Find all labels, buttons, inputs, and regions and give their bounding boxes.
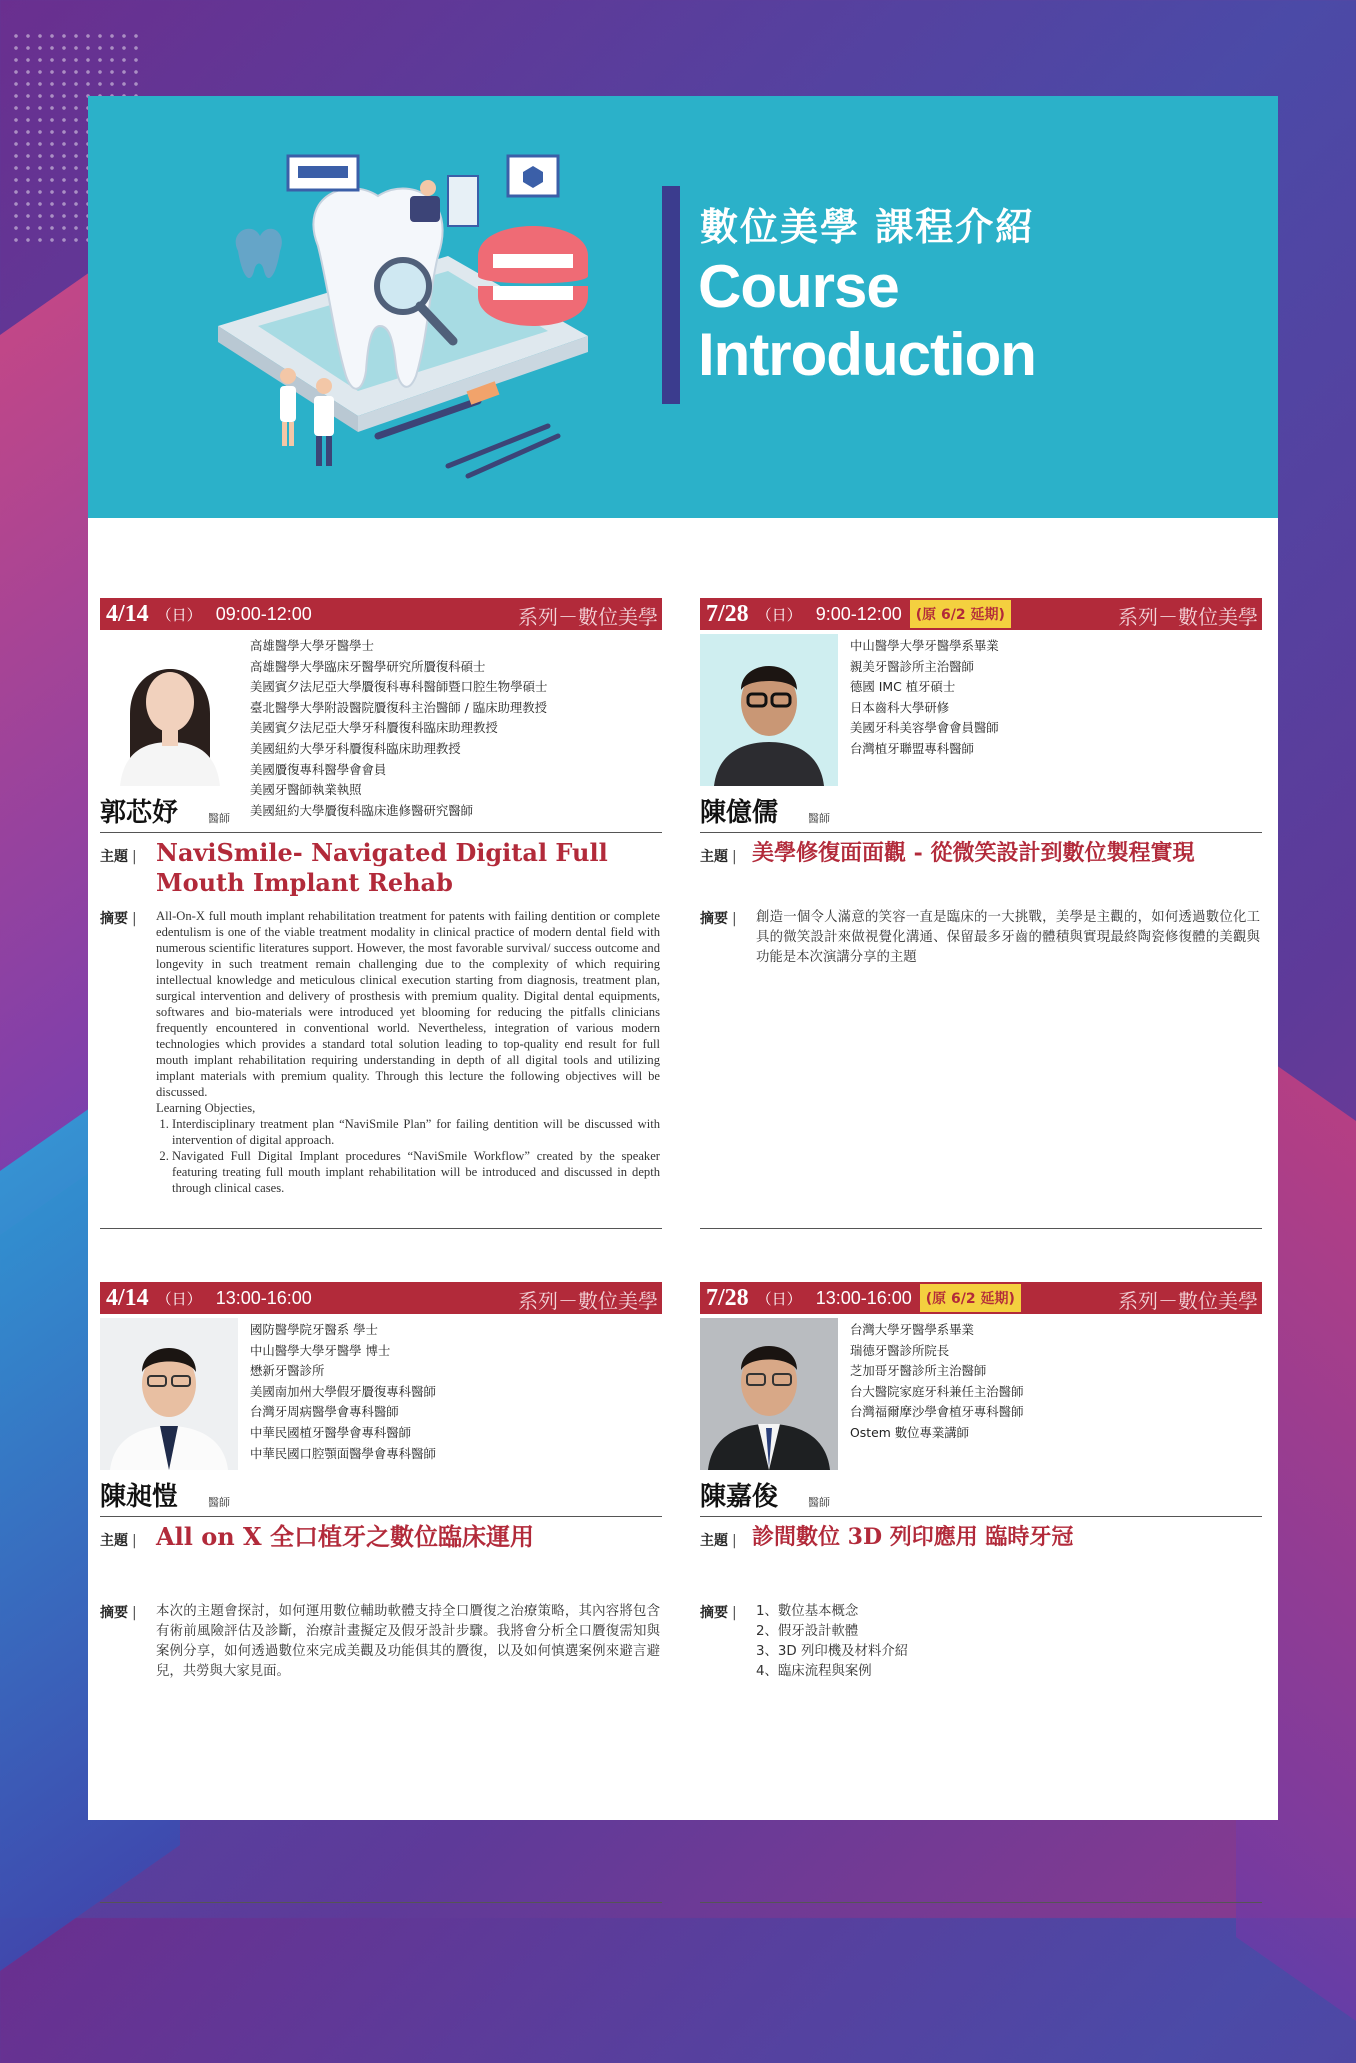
- topic-label: 主題 |: [100, 1533, 137, 1549]
- course-topic: 診間數位 3D 列印應用 臨時牙冠: [752, 1524, 1074, 1550]
- abstract-item: 1、數位基本概念: [756, 1604, 859, 1619]
- objectives-list: [156, 1116, 660, 1196]
- topic-label-text: 主題: [700, 849, 728, 865]
- course-weekday: （日）: [156, 605, 202, 624]
- speaker-credentials: [850, 636, 999, 760]
- course-card-2: [700, 598, 1262, 965]
- credential-line: 瑞德牙醫診所院長: [850, 1342, 950, 1358]
- topic-label: 主題 |: [700, 849, 737, 865]
- course-header: [700, 598, 1262, 630]
- abstract-label: 摘要 |: [700, 911, 737, 927]
- divider: [100, 1228, 662, 1229]
- speaker-photo: [700, 1318, 838, 1470]
- speaker-name: 陳嘉俊: [700, 1482, 779, 1512]
- page-title-zh: 數位美學 課程介紹: [700, 205, 1036, 249]
- divider: [100, 832, 662, 833]
- speaker-credentials: [250, 636, 547, 821]
- course-date: 4/14: [106, 1284, 149, 1311]
- course-header: [100, 1282, 662, 1314]
- credential-line: 美國牙科美容學會會員醫師: [850, 720, 999, 736]
- credential-line: 中華民國植牙醫學會專科醫師: [250, 1424, 412, 1440]
- topic-label: 主題 |: [100, 849, 137, 865]
- credential-line: 美國贗復專科醫學會會員: [250, 761, 387, 777]
- delay-badge: (原 6/2 延期): [910, 600, 1011, 628]
- credential-line: 台灣福爾摩沙學會植牙專科醫師: [850, 1404, 1024, 1420]
- credential-line: 德國 IMC 植牙碩士: [850, 679, 956, 695]
- credential-line: 美國紐約大學牙科贗復科臨床助理教授: [250, 740, 461, 756]
- divider: [700, 1902, 1262, 1903]
- topic-label: 主題 |: [700, 1533, 737, 1549]
- credential-line: 臺北醫學大學附設醫院贗復科主治醫師 / 臨床助理教授: [250, 699, 548, 715]
- dental-clinic-illustration: [148, 136, 668, 496]
- course-time: 13:00-16:00: [215, 1287, 312, 1308]
- credential-line: 中華民國口腔顎面醫學會專科醫師: [250, 1445, 436, 1461]
- credential-line: 美國牙醫師執業執照: [250, 782, 362, 798]
- abstract-label: 摘要 |: [100, 911, 137, 927]
- objective-item: 2. Navigated Full Digital Implant procedures “NaviSmile Workflow” created by the speaker featuring treating full mouth implant rehabilitation will be introduced and discussed in depth through clinical cases.: [172, 1148, 660, 1196]
- course-weekday: （日）: [156, 1289, 202, 1308]
- course-date: 7/28: [706, 1284, 749, 1311]
- speaker-title: 醫師: [808, 812, 830, 825]
- credential-line: 台灣植牙聯盟專科醫師: [850, 740, 974, 756]
- abstract-label-text: 摘要: [100, 911, 128, 927]
- credential-line: 懋新牙醫診所: [250, 1363, 325, 1379]
- divider: [100, 1902, 662, 1903]
- abstract-item: 4、臨床流程與案例: [756, 1664, 872, 1679]
- course-time: 13:00-16:00: [815, 1287, 912, 1308]
- abstract-text: All-On-X full mouth implant rehabilitation treatment for patents with failing dentition or complete edentulism is one of the viable treatment modality in clinical practice of modern dental field with numerous scientific literatures support. However, the most favorable survival/ success outcome and longevity in such treatment remain challenging due to the complexity of which requiring intellectual knowledge and meticulous clinical execution starting from diagnosis, treatment plan, surgical intervention and delivery of prosthesis with premium quality. Digital dental equipments, softwares and bio-materials were introduced yet blooming for reducing the pitfalls clinicians frequently encountered in conventional world. Nevertheless, integration of various modern technologies which provides a standard total solution leading to top-quality end result for full mouth implant rehabilitation requiring understanding in depth of all digital tools and utilizing implant materials with premium quality. Through this lecture the following objectives will be discussed.: [156, 909, 660, 1099]
- credential-line: 高雄醫學大學臨床牙醫學研究所贗復科碩士: [250, 658, 486, 674]
- delay-badge: (原 6/2 延期): [920, 1284, 1021, 1312]
- abstract-item: 2、假牙設計軟體: [756, 1624, 859, 1639]
- speaker-photo: [100, 634, 238, 786]
- topic-label-text: 主題: [700, 1533, 728, 1549]
- credential-line: 美國賓夕法尼亞大學牙科贗復科臨床助理教授: [250, 720, 498, 736]
- speaker-credentials: [850, 1320, 1023, 1444]
- abstract-label-text: 摘要: [700, 911, 728, 927]
- credential-line: 國防醫學院牙醫系 學士: [250, 1322, 378, 1337]
- course-time: 9:00-12:00: [815, 603, 902, 624]
- speaker-title: 醫師: [808, 1496, 830, 1509]
- credential-line: 台大醫院家庭牙科兼任主治醫師: [850, 1383, 1024, 1399]
- course-series: 系列－數位美學: [518, 1289, 658, 1313]
- course-card-1: [100, 598, 662, 1195]
- credential-line: 台灣牙周病醫學會專科醫師: [250, 1404, 399, 1420]
- abstract-item: 3、3D 列印機及材料介紹: [756, 1644, 909, 1659]
- divider: [700, 1228, 1262, 1229]
- divider: [700, 1516, 1262, 1517]
- course-abstract: 創造一個令人滿意的笑容一直是臨床的一大挑戰，美學是主觀的，如何透過數位化工具的微笑設計來做視覺化溝通、保留最多牙齒的體積與實現最終陶瓷修復體的美觀與功能是本次演講分享的主題: [756, 910, 1260, 965]
- credential-line: Ostem 數位專業講師: [850, 1424, 970, 1440]
- speaker-title: 醫師: [208, 1496, 230, 1509]
- page-title-en-line1: Course: [698, 253, 899, 320]
- course-card-3: [100, 1282, 662, 1679]
- hero-banner: [88, 96, 1278, 518]
- course-date: 7/28: [706, 600, 749, 627]
- course-series: 系列－數位美學: [1118, 605, 1258, 629]
- course-header: [700, 1282, 1262, 1314]
- topic-label-text: 主題: [100, 849, 128, 865]
- abstract-label-text: 摘要: [100, 1605, 128, 1621]
- credential-line: 美國紐約大學贗復科臨床進修醫研究醫師: [250, 802, 474, 818]
- abstract-label-text: 摘要: [700, 1605, 728, 1621]
- course-topic: 美學修復面面觀 - 從微笑設計到數位製程實現: [752, 840, 1195, 866]
- course-topic: NaviSmile- Navigated Digital Full Mouth Implant Rehab: [156, 838, 608, 897]
- speaker-photo: [100, 1318, 238, 1470]
- course-weekday: （日）: [756, 1289, 802, 1308]
- credential-line: 親美牙醫診所主治醫師: [850, 658, 974, 674]
- title-accent-bar: [662, 186, 680, 404]
- credential-line: 高雄醫學大學牙醫學士: [250, 638, 374, 653]
- course-series: 系列－數位美學: [518, 605, 658, 629]
- page-title-en-line2: Introduction: [698, 321, 1036, 388]
- objective-item: 1. Interdisciplinary treatment plan “NaviSmile Plan” for failing dentition will be discussed with intervention of digital approach.: [172, 1116, 660, 1148]
- speaker-credentials: [250, 1320, 436, 1464]
- credential-line: 台灣大學牙醫學系畢業: [850, 1322, 974, 1337]
- flyer-sheet: [88, 96, 1278, 1820]
- credential-line: 美國賓夕法尼亞大學贗復科專科醫師暨口腔生物學碩士: [250, 679, 548, 695]
- speaker-name: 陳昶愷: [100, 1482, 179, 1512]
- speaker-photo: [700, 634, 838, 786]
- speaker-name: 陳億儒: [700, 798, 779, 828]
- credential-line: 芝加哥牙醫診所主治醫師: [850, 1363, 987, 1379]
- course-abstract: 本次的主題會探討，如何運用數位輔助軟體支持全口贗復之治療策略，其內容將包含有術前風險評估及診斷，治療計畫擬定及假牙設計步驟。我將會分析全口贗復需知與案例分享，如何透過數位來完成美觀及功能俱其的贗復，以及如何慎選案例來避言避兒，共勞與大家見面。: [156, 1604, 660, 1679]
- course-date: 4/14: [106, 600, 149, 627]
- credential-line: 中山醫學大學牙醫學系畢業: [850, 638, 999, 653]
- speaker-title: 醫師: [208, 812, 230, 825]
- divider: [100, 1516, 662, 1517]
- objectives-heading: Learning Objecties,: [156, 1101, 256, 1115]
- course-time: 09:00-12:00: [215, 603, 312, 624]
- speaker-name: 郭芯妤: [100, 798, 179, 828]
- credential-line: 中山醫學大學牙醫學 博士: [250, 1342, 391, 1358]
- divider: [700, 832, 1262, 833]
- course-series: 系列－數位美學: [1118, 1289, 1258, 1313]
- topic-label-text: 主題: [100, 1533, 128, 1549]
- abstract-label: 摘要 |: [100, 1605, 137, 1621]
- course-topic: All on X 全口植牙之數位臨床運用: [156, 1522, 534, 1551]
- abstract-label: 摘要 |: [700, 1605, 737, 1621]
- course-weekday: （日）: [756, 605, 802, 624]
- credential-line: 日本齒科大學研修: [850, 699, 950, 715]
- course-card-4: [700, 1282, 1262, 1679]
- course-abstract: [756, 1602, 1260, 1682]
- course-header: [100, 598, 662, 630]
- credential-line: 美國南加州大學假牙贗復專科醫師: [250, 1383, 436, 1399]
- course-abstract: [156, 908, 660, 1196]
